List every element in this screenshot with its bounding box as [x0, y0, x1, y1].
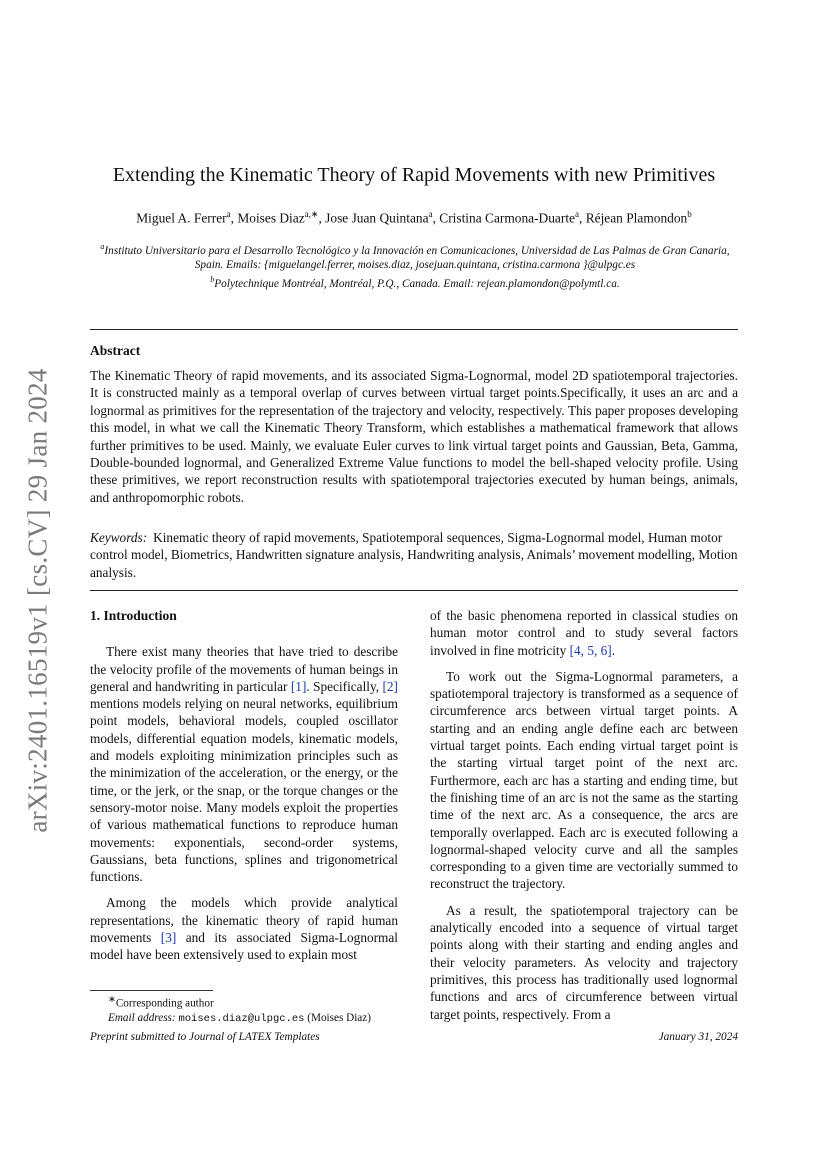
- affiliation-b: $^b$Polytechnique Montréal, Montréal, P.Q., Canada. Email: rejean.plamondon@polymtl.ca.: [210, 274, 620, 290]
- keywords: [90, 529, 738, 581]
- intro-paragraph-4: To work out the Sigma-Lognormal parameters, a spatiotemporal trajectory is transformed as a sequence of circumference arcs between virtual target points. A starting and an ending angle define each arc between virtual target points. Each ending virtual target point is the starting virtual target point of the next arc. Furthermore, each arc has a starting and ending time, but the finishing time of an arc is not the same as the starting time of the next arc. As a consequence, the arcs are temporally overlapped. Each arc is executed following a lognormal-shaped velocity curve and all the samples corresponding to a given time are vectorially summed to reconstruct the trajectory.: [430, 668, 738, 892]
- footer-date: January 31, 2024: [658, 1031, 738, 1043]
- affiliation-a: $^a$Instituto Universitario para el Desarrollo Tecnológico y la Innovación en Comunicaciones, Universidad de Las Palmas de Gran Canaria, Spain. Emails: {miguelangel.ferrer, moises.diaz, josejuan.quintana, cristina.carmona }@ulpgc.es: [100, 242, 730, 272]
- footnote-label: Corresponding author: [115, 997, 214, 1010]
- author-affil-mark: a: [428, 209, 433, 219]
- abstract-text: The Kinematic Theory of rapid movements, and its associated Sigma-Lognormal, model 2D spatiotemporal trajectories. It is constructed mainly as a temporal overlap of curves between virtual target points.Specifically, it uses an arc and a lognormal as primitives for the representation of the trajectory and velocity, respectively. This paper proposes developing this model, in what we call the Kinematic Theory Transform, which establishes a mathematical framework that allows further primitives to be used. Mainly, we evaluate Euler curves to link virtual target points and Gaussian, Beta, Gamma, Double-bounded lognormal, and Generalized Extreme Value functions to model the bell-shaped velocity profile. Using these primitives, we report reconstruction results with spatiotemporal trajectories executed by human beings, animals, and anthropomorphic robots.: [90, 368, 738, 505]
- abstract-heading: Abstract: [90, 343, 141, 358]
- author-affil-mark: a: [575, 209, 579, 219]
- author-name: Réjean Plamondon: [585, 210, 688, 226]
- bottom-rule: [90, 590, 738, 591]
- affiliations: [92, 240, 738, 291]
- author-affil-mark: a: [226, 209, 231, 219]
- citation-link[interactable]: [2]: [382, 678, 398, 694]
- citation-link[interactable]: [3]: [160, 930, 177, 946]
- keywords-label: Keywords:: [90, 530, 148, 545]
- author-list: Miguel A. Ferrer$^a$, Moises Diaz$^{a,∗}$, Jose Juan Quintana$^a$, Cristina Carmona-Duarte$^a$, Réjean Plamondon$^b$: [136, 209, 692, 226]
- citation-link[interactable]: [4, 5, 6]: [569, 642, 612, 658]
- author-name: Cristina Carmona-Duarte: [439, 210, 575, 226]
- email-owner: (Moises Diaz): [307, 1011, 371, 1024]
- author-affil-mark: a,∗: [304, 209, 319, 219]
- author-name: Miguel A. Ferrer: [136, 210, 227, 226]
- intro-paragraph-3: of the basic phenomena reported in classical studies on human motor control and to study several factors involved in fine motricity [4, 5, 6].: [430, 608, 738, 658]
- citation-link[interactable]: [1]: [290, 678, 307, 694]
- email-label: Email address:: [108, 1011, 176, 1024]
- intro-paragraph-1: There exist many theories that have tried to describe the velocity profile of the movements of human beings in general and handwriting in particular [1]. Specifically, [2] mentions models relying on neural networks, equilibrium point models, behavioral models, coupled oscillator models, differential equation models, kinematic models, and models exploiting minimization principles such as the minimization of the acceleration, or the energy, or the time, or the jerk, or the snap, or the torque changes or the sensory-motor noise. Many models exploit the properties of various mathematical functions to reproduce human movements: exponentials, second-order systems, Gaussians, beta functions, splines and trigonometrical functions.: [90, 644, 398, 885]
- footer-preprint-note: Preprint submitted to Journal of LATEX Templates: [90, 1031, 320, 1043]
- footnote-rule: [90, 990, 213, 991]
- author-affil-mark: b: [687, 209, 692, 219]
- arxiv-identifier-stamp: [12, 360, 64, 840]
- section-heading-introduction: 1. Introduction: [90, 608, 177, 623]
- author-name: Jose Juan Quintana: [325, 210, 429, 226]
- left-column: [90, 607, 398, 973]
- footnote-mark: ∗: [108, 995, 116, 1005]
- keywords-text: Kinematic theory of rapid movements, Spatiotemporal sequences, Sigma-Lognormal model, Human motor control model, Biometrics, Handwritten signature analysis, Handwriting analysis, Animals’ movement modelling, Motion analysis.: [90, 530, 738, 580]
- right-column: [430, 607, 738, 1032]
- intro-paragraph-2: Among the models which provide analytical representations, the kinematic theory of rapid human movements [3] and its associated Sigma-Lognormal model have been extensively used to explain most: [90, 895, 398, 963]
- intro-paragraph-5: As a result, the spatiotemporal trajectory can be analytically encoded into a sequence of virtual target points along with their starting and ending angles and their velocity parameters. As velocity and trajectory primitives, this process has traditionally used lognormal functions and arcs of circumference between virtual target points, respectively. From a: [430, 902, 738, 1022]
- paper-title: Extending the Kinematic Theory of Rapid Movements with new Primitives: [112, 164, 716, 186]
- top-rule: [90, 329, 738, 330]
- author-name: Moises Diaz: [237, 210, 305, 226]
- footnote: [90, 993, 400, 1026]
- arxiv-id-text: arXiv:2401.16519v1 [cs.CV] 29 Jan 2024: [22, 367, 53, 833]
- email-address[interactable]: moises.diaz@ulpgc.es: [178, 1012, 305, 1025]
